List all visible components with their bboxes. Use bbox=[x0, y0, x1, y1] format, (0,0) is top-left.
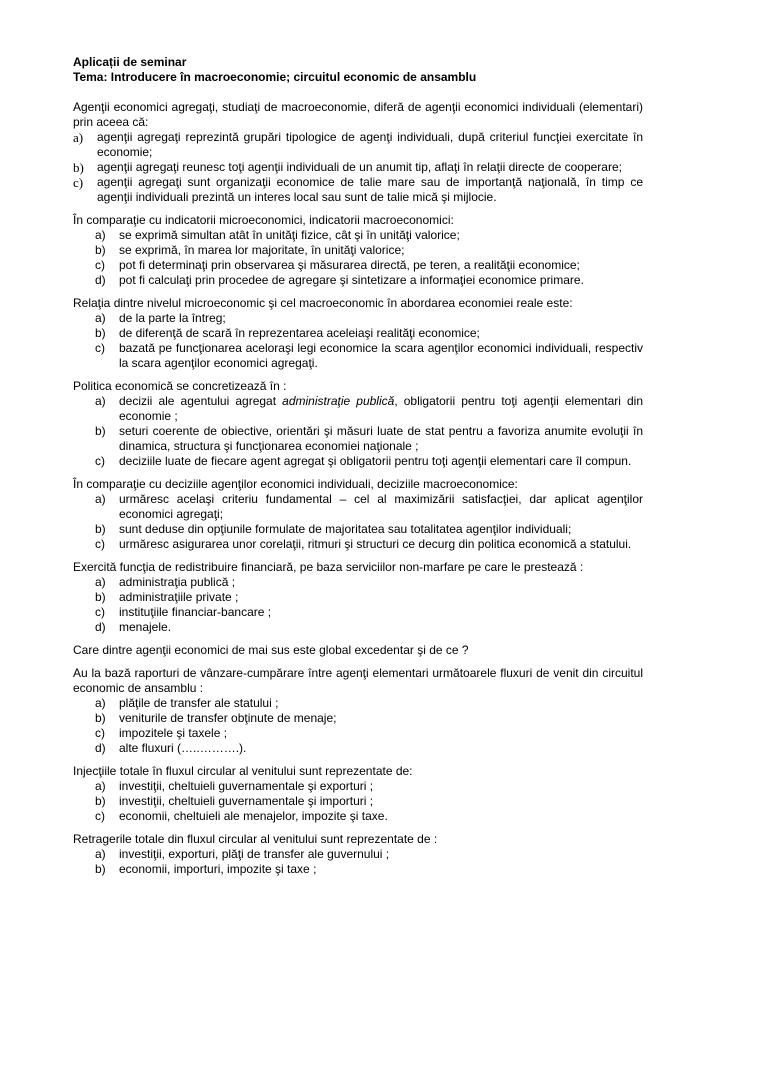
option-marker: b) bbox=[95, 862, 106, 876]
page-title: Aplicații de seminar bbox=[73, 55, 187, 69]
option-text: de la parte la întreg; bbox=[119, 311, 226, 325]
question-text: În comparaţie cu deciziile agenţilor economici individuali, deciziile macroeconomice: bbox=[73, 477, 518, 491]
option-text: pot fi determinaţi prin observarea şi măsurarea directă, pe teren, a realităţii economice; bbox=[119, 258, 580, 272]
option-marker: c) bbox=[73, 175, 84, 190]
option-marker: c) bbox=[95, 726, 105, 740]
list-item bbox=[73, 726, 643, 741]
question-block bbox=[73, 832, 643, 877]
question-list bbox=[73, 100, 643, 877]
option-text: administraţia publică ; bbox=[119, 575, 236, 589]
option-marker: a) bbox=[95, 779, 106, 793]
question-block bbox=[73, 764, 643, 824]
option-text: bazată pe funcţionarea aceloraşi legi economice la scara agenţilor economici individuali, respectiv la scara agenţilor economici agregaţi. bbox=[119, 341, 643, 370]
option-marker: b) bbox=[95, 326, 106, 340]
option-list bbox=[73, 696, 643, 756]
option-marker: a) bbox=[95, 492, 106, 506]
list-item bbox=[73, 862, 643, 877]
question-text: Retragerile totale din fluxul circular al venitului sunt reprezentate de : bbox=[73, 832, 438, 846]
list-item bbox=[73, 492, 643, 522]
list-item bbox=[73, 341, 643, 371]
question-text: Care dintre agenţii economici de mai sus este global excedentar şi de ce ? bbox=[73, 643, 469, 657]
option-marker: a) bbox=[95, 311, 106, 325]
list-item bbox=[73, 326, 643, 341]
option-text: alte fluxuri (…..……….). bbox=[119, 741, 247, 755]
list-item bbox=[73, 258, 643, 273]
option-text: decizii ale agentului agregat bbox=[119, 394, 283, 408]
question-block bbox=[73, 296, 643, 371]
option-marker: c) bbox=[95, 341, 105, 355]
page-topic: Tema: Introducere în macroeconomie; circuitul economic de ansamblu bbox=[73, 70, 477, 84]
option-text: impozitele şi taxele ; bbox=[119, 726, 228, 740]
option-text: se exprimă simultan atât în unităţi fizice, cât şi în unităţi valorice; bbox=[119, 228, 460, 242]
option-marker: b) bbox=[95, 590, 106, 604]
option-list bbox=[73, 394, 643, 469]
option-list bbox=[73, 575, 643, 635]
list-item bbox=[73, 243, 643, 258]
list-item bbox=[73, 620, 643, 635]
option-text: administraţiile private ; bbox=[119, 590, 239, 604]
option-marker: d) bbox=[95, 620, 106, 634]
option-marker: c) bbox=[95, 537, 105, 551]
option-text: pot fi calculaţi prin procedee de agregare şi sintetizare a informaţiei economice primare. bbox=[119, 273, 584, 287]
list-item bbox=[73, 160, 643, 175]
list-item bbox=[73, 575, 643, 590]
question-block bbox=[73, 213, 643, 288]
option-marker: c) bbox=[95, 809, 105, 823]
option-list bbox=[73, 492, 643, 552]
option-text: de diferenţă de scară în reprezentarea aceleiaşi realităţi economice; bbox=[119, 326, 480, 340]
list-item bbox=[73, 847, 643, 862]
question-text: Au la bază raporturi de vânzare-cumpărare între agenţi elementari următoarele fluxuri de venit din circuitul economic de ansamblu : bbox=[73, 666, 643, 695]
option-text: urmăresc asigurarea unor corelaţii, ritmuri şi structuri ce decurg din politica economică a statului. bbox=[119, 537, 632, 551]
option-text: investiţii, cheltuieli guvernamentale şi exporturi ; bbox=[119, 779, 374, 793]
option-list bbox=[73, 228, 643, 288]
list-item bbox=[73, 130, 643, 160]
question-block bbox=[73, 379, 643, 469]
option-text: veniturile de transfer obţinute de menaje; bbox=[119, 711, 337, 725]
list-item bbox=[73, 794, 643, 809]
list-item bbox=[73, 175, 643, 205]
document-body bbox=[73, 55, 643, 877]
list-item bbox=[73, 741, 643, 756]
option-text-continued: , obligatorii pentru toţi agenţii elementari din economie ; bbox=[119, 394, 644, 423]
option-marker: a) bbox=[95, 847, 106, 861]
option-text: investiţii, cheltuieli guvernamentale şi importuri ; bbox=[119, 794, 374, 808]
option-text: agenţii agregaţi reunesc toţi agenţii individuali de un anumit tip, aflaţi în relaţii directe de cooperare; bbox=[97, 160, 622, 174]
option-marker: b) bbox=[95, 522, 106, 536]
option-marker: a) bbox=[95, 696, 106, 710]
question-block bbox=[73, 477, 643, 552]
list-item bbox=[73, 605, 643, 620]
option-text: urmăresc acelaşi criteriu fundamental – cel al maximizării satisfacţiei, dar aplicat agenţilor economici agregaţi; bbox=[119, 492, 643, 521]
option-marker: a) bbox=[95, 394, 106, 408]
option-text: menajele. bbox=[119, 620, 172, 634]
list-item bbox=[73, 590, 643, 605]
list-item bbox=[73, 711, 643, 726]
option-marker: a) bbox=[73, 130, 84, 145]
option-emphasis: administraţie publică bbox=[282, 394, 395, 408]
option-text: se exprimă, în marea lor majoritate, în unităţi valorice; bbox=[119, 243, 405, 257]
list-item bbox=[73, 394, 643, 424]
list-item bbox=[73, 273, 643, 288]
option-marker: b) bbox=[95, 794, 106, 808]
option-marker: c) bbox=[95, 605, 105, 619]
option-list bbox=[73, 311, 643, 371]
question-block bbox=[73, 666, 643, 756]
question-text: Exercită funcţia de redistribuire financiară, pe baza serviciilor non-marfare pe care le prestează : bbox=[73, 560, 584, 574]
list-item bbox=[73, 228, 643, 243]
option-marker: b) bbox=[95, 424, 106, 438]
option-text: economii, cheltuieli ale menajelor, impozite şi taxe. bbox=[119, 809, 388, 823]
title-block bbox=[73, 55, 643, 85]
option-list bbox=[73, 130, 643, 205]
option-text: agenţii agregaţi reprezintă grupări tipologice de agenţi individuali, după criteriul funcţiei exercitate în economie; bbox=[97, 130, 643, 159]
list-item bbox=[73, 454, 643, 469]
option-text: seturi coerente de obiective, orientări şi măsuri luate de stat pentru a favoriza anumite evoluţii în dinamica, structura şi funcţionarea economiei naţionale ; bbox=[119, 424, 643, 453]
question-text: În comparaţie cu indicatorii microeconomici, indicatorii macroeconomici: bbox=[73, 213, 454, 227]
question-block bbox=[73, 643, 643, 658]
option-text: instituţiile financiar-bancare ; bbox=[119, 605, 272, 619]
list-item bbox=[73, 311, 643, 326]
option-text: economii, importuri, impozite şi taxe ; bbox=[119, 862, 317, 876]
option-text: deciziile luate de fiecare agent agregat şi obligatorii pentru toţi agenţii elementari care îl compun. bbox=[119, 454, 632, 468]
list-item bbox=[73, 522, 643, 537]
option-marker: b) bbox=[95, 711, 106, 725]
option-marker: d) bbox=[95, 741, 106, 755]
option-marker: d) bbox=[95, 273, 106, 287]
option-marker: b) bbox=[73, 160, 84, 175]
option-text: sunt deduse din opţiunile formulate de majoritatea sau totalitatea agenţilor individuali; bbox=[119, 522, 572, 536]
option-text: plăţile de transfer ale statului ; bbox=[119, 696, 279, 710]
question-text: Agenţii economici agregaţi, studiaţi de macroeconomie, diferă de agenţii economici individuali (elementari) prin aceea că: bbox=[73, 100, 643, 129]
list-item bbox=[73, 809, 643, 824]
list-item bbox=[73, 424, 643, 454]
list-item bbox=[73, 779, 643, 794]
option-marker: a) bbox=[95, 575, 106, 589]
option-marker: c) bbox=[95, 454, 105, 468]
option-list bbox=[73, 847, 643, 877]
question-text: Injecţiile totale în fluxul circular al venitului sunt reprezentate de: bbox=[73, 764, 413, 778]
option-text: agenţii agregaţi sunt organizaţii economice de talie mare sau de importanţă naţională, în timp ce agenţii individuali prezintă un interes local sau sunt de talie mică şi mijlocie. bbox=[97, 175, 643, 204]
option-marker: b) bbox=[95, 243, 106, 257]
question-block bbox=[73, 560, 643, 635]
list-item bbox=[73, 537, 643, 552]
option-list bbox=[73, 779, 643, 824]
option-marker: a) bbox=[95, 228, 106, 242]
question-block bbox=[73, 100, 643, 205]
list-item bbox=[73, 696, 643, 711]
option-text: investiţii, exporturi, plăţi de transfer ale guvernului ; bbox=[119, 847, 390, 861]
question-text: Relaţia dintre nivelul microeconomic şi cel macroeconomic în abordarea economiei reale este: bbox=[73, 296, 573, 310]
question-text: Politica economică se concretizează în : bbox=[73, 379, 287, 393]
option-marker: c) bbox=[95, 258, 105, 272]
